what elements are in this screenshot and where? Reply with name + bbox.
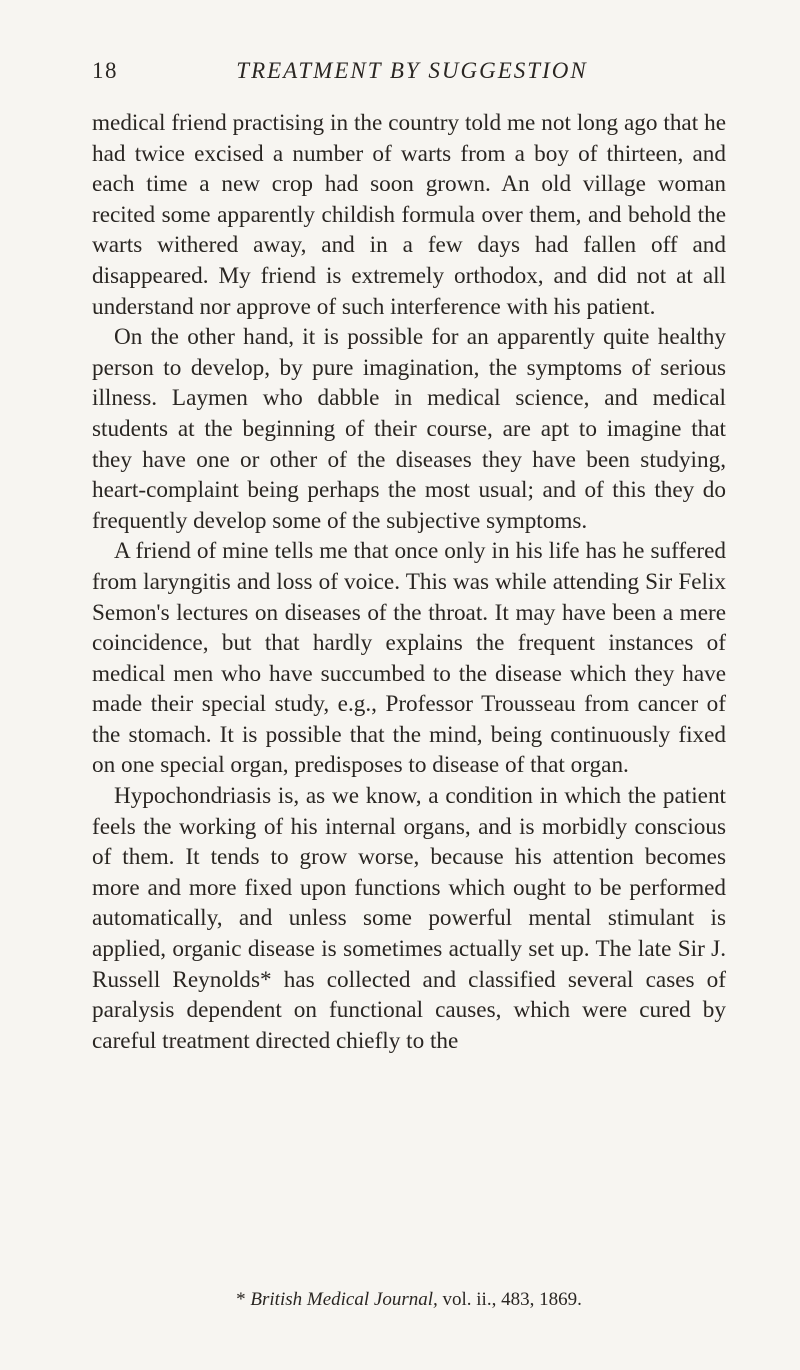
paragraph-4: Hypochondriasis is, as we know, a condition in which the patient feels the working of his internal organs, and is morbidly conscious of them. It tends to grow worse, because his attention becomes more and more fixed upon functions which ought to be performed automatically, and unless some powerful mental stimulant is applied, organic disease is sometimes actually set up. The late Sir J. Russell Reynolds* has collected and classified several cases of paralysis dependent on functional causes, which were cured by careful treatment directed chiefly to the bbox=[92, 783, 726, 1054]
running-head bbox=[92, 58, 732, 88]
running-title: TREATMENT BY SUGGESTION bbox=[236, 58, 588, 83]
paragraph-1: medical friend practising in the country told me not long ago that he had twice excised a number of warts from a boy of thirteen, and each time a new crop had soon grown. An old village woman recited some apparently childish formula over them, and behold the warts withered away, and in a few days had fallen off and disappeared. My friend is extremely orthodox, and did not at all understand nor approve of such interference with his patient. bbox=[92, 110, 726, 320]
footnote-title: British Medical Journal, bbox=[250, 1289, 438, 1310]
body-text bbox=[92, 108, 726, 1056]
paragraph-3: A friend of mine tells me that once only in his life has he suffered from laryngitis and loss of voice. This was while attending Sir Felix Semon's lectures on diseases of the throat. It may have been a mere coincidence, but that hardly explains the frequent instances of medical men who have succumbed to the disease which they have made their special study, e.g., Professor Trousseau from cancer of the stomach. It is possible that the mind, being continuously fixed on one special organ, predisposes to disease of that organ. bbox=[92, 538, 726, 779]
paragraph-2: On the other hand, it is possible for an apparently quite healthy person to develop, by pure imagination, the symptoms of serious illness. Laymen who dabble in medical science, and medical students at the beginning of their course, are apt to imagine that they have one or other of the diseases they have been studying, heart-complaint being perhaps the most usual; and of this they do frequently develop some of the subjective symptoms. bbox=[92, 324, 726, 534]
footnote-marker: * bbox=[236, 1289, 251, 1310]
footnote bbox=[92, 1288, 726, 1312]
footnote-details: vol. ii., 483, 1869. bbox=[437, 1289, 582, 1310]
page-number: 18 bbox=[92, 58, 118, 83]
